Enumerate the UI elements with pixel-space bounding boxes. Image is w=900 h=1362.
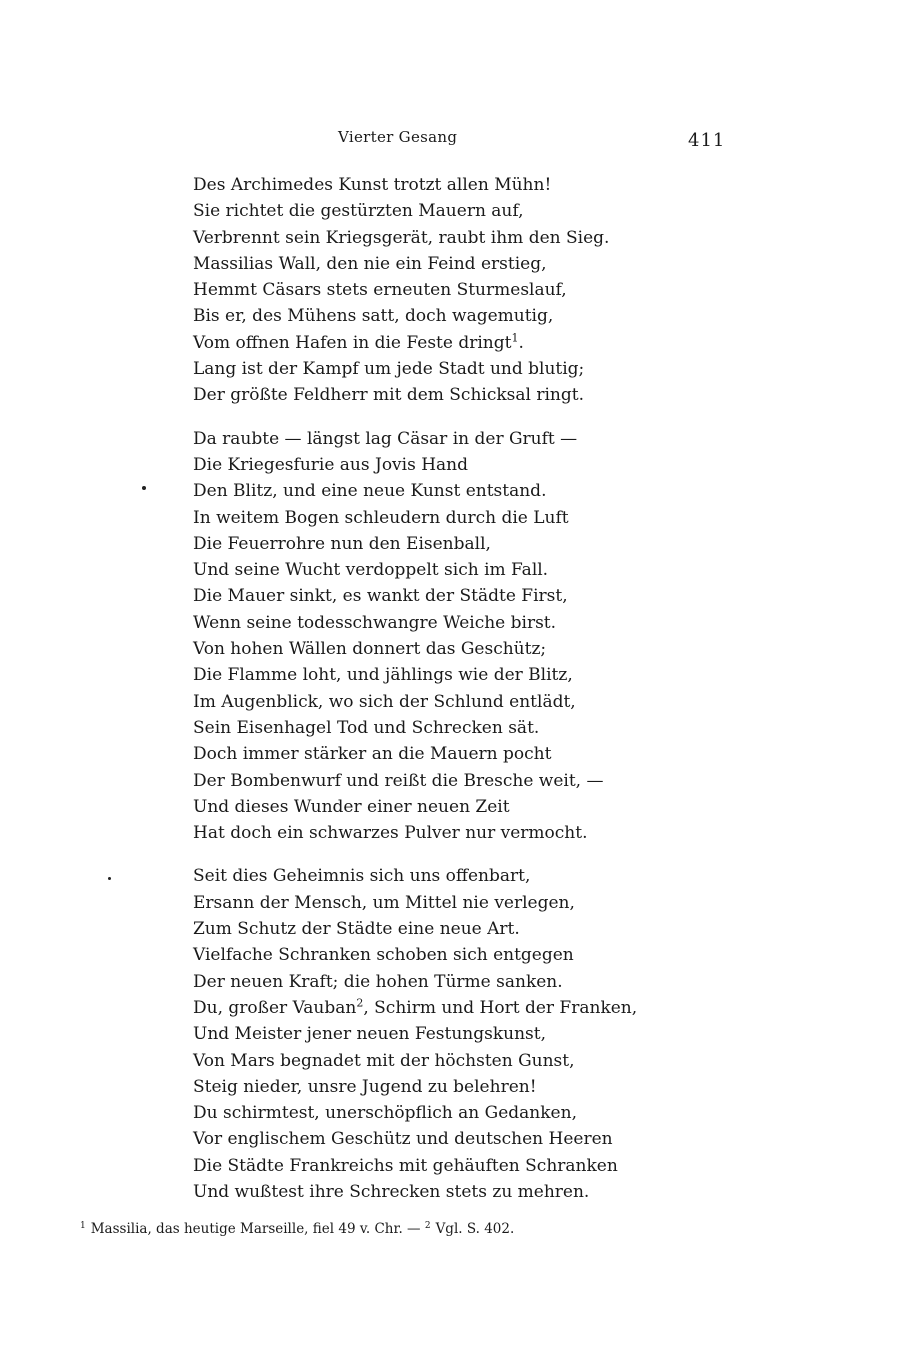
page-number: 411 bbox=[688, 130, 726, 151]
verse-line: Und dieses Wunder einer neuen Zeit bbox=[193, 796, 510, 817]
stanza-3 bbox=[193, 863, 638, 1205]
verse-line: Die Mauer sinkt, es wankt der Städte First, bbox=[193, 586, 568, 607]
verse-line: Der neuen Kraft; die hohen Türme sanken. bbox=[193, 971, 563, 992]
poem bbox=[193, 172, 638, 1222]
verse-line: Der Bombenwurf und reißt die Bresche weit, — bbox=[193, 770, 604, 791]
verse-text: Vom offnen Hafen in die Feste dringt bbox=[193, 332, 512, 353]
footnote-mark-1: 1 bbox=[80, 1220, 86, 1231]
verse-line: Ersann der Mensch, um Mittel nie verlegen, bbox=[193, 892, 575, 913]
verse-line: Steig nieder, unsre Jugend zu belehren! bbox=[193, 1076, 537, 1097]
verse-line: Und Meister jener neuen Festungskunst, bbox=[193, 1024, 546, 1045]
footnote-ref-1: 1 bbox=[511, 331, 519, 345]
footnote-mark-2: 2 bbox=[424, 1220, 431, 1231]
verse-line: Doch immer stärker an die Mauern pocht bbox=[193, 744, 552, 765]
verse-line: Die Feuerrohre nun den Eisenball, bbox=[193, 533, 491, 554]
verse-line: In weitem Bogen schleudern durch die Luft bbox=[193, 507, 569, 528]
verse-line: Von hohen Wällen donnert das Geschütz; bbox=[193, 639, 547, 660]
verse-line: Die Kriegesfurie aus Jovis Hand bbox=[193, 454, 469, 475]
stanza-1 bbox=[193, 172, 633, 409]
verse-line: Den Blitz, und eine neue Kunst entstand. bbox=[193, 481, 547, 502]
footnotes bbox=[80, 1221, 514, 1237]
verse-line: Und wußtest ihre Schrecken stets zu mehren. bbox=[193, 1181, 590, 1202]
verse-line: Der größte Feldherr mit dem Schicksal ringt. bbox=[193, 385, 584, 406]
stanza-2 bbox=[193, 426, 633, 847]
verse-line: Und seine Wucht verdoppelt sich im Fall. bbox=[193, 560, 549, 581]
footnote-ref-2: 2 bbox=[356, 996, 364, 1010]
verse-line: Massilias Wall, den nie ein Feind erstieg, bbox=[193, 253, 547, 274]
verse-tail: . bbox=[518, 332, 524, 353]
verse-line: Die Flamme loht, und jählings wie der Blitz, bbox=[193, 665, 573, 686]
running-head: Vierter Gesang bbox=[338, 128, 458, 146]
verse-line: Die Städte Frankreichs mit gehäuften Schranken bbox=[193, 1155, 618, 1176]
verse-line: Wenn seine todesschwangre Weiche birst. bbox=[193, 612, 557, 633]
verse-line-with-footnote bbox=[193, 330, 633, 356]
verse-line: Im Augenblick, wo sich der Schlund entlädt, bbox=[193, 691, 576, 712]
scan-speck bbox=[108, 877, 111, 880]
verse-line: Vielfache Schranken schoben sich entgegen bbox=[193, 945, 574, 966]
verse-text: Du, großer Vauban bbox=[193, 997, 357, 1018]
verse-line: Sein Eisenhagel Tod und Schrecken sät. bbox=[193, 717, 540, 738]
verse-line: Seit dies Geheimnis sich uns offenbart, bbox=[193, 866, 531, 887]
verse-line: Hat doch ein schwarzes Pulver nur vermocht. bbox=[193, 823, 588, 844]
footnote-text-2: Vgl. S. 402. bbox=[435, 1221, 515, 1237]
verse-line: Vor englischem Geschütz und deutschen Heeren bbox=[193, 1129, 613, 1150]
verse-line: Hemmt Cäsars stets erneuten Sturmeslauf, bbox=[193, 280, 567, 301]
footnote-text-1: Massilia, das heutige Marseille, fiel 49 v. Chr. — bbox=[90, 1221, 421, 1237]
verse-line: Da raubte — längst lag Cäsar in der Gruft — bbox=[193, 428, 578, 449]
verse-line: Du schirmtest, unerschöpflich an Gedanken, bbox=[193, 1103, 577, 1124]
verse-line: Des Archimedes Kunst trotzt allen Mühn! bbox=[193, 175, 552, 195]
verse-line: Von Mars begnadet mit der höchsten Gunst, bbox=[193, 1050, 575, 1071]
verse-line: Verbrennt sein Kriegsgerät, raubt ihm den Sieg. bbox=[193, 227, 610, 248]
scan-speck bbox=[142, 486, 146, 490]
verse-line: Zum Schutz der Städte eine neue Art. bbox=[193, 919, 520, 940]
verse-tail: , Schirm und Hort der Franken, bbox=[363, 997, 638, 1018]
verse-line-with-footnote bbox=[193, 995, 638, 1021]
verse-line: Sie richtet die gestürzten Mauern auf, bbox=[193, 201, 524, 222]
verse-line: Bis er, des Mühens satt, doch wagemutig, bbox=[193, 306, 554, 327]
verse-line: Lang ist der Kampf um jede Stadt und blutig; bbox=[193, 359, 585, 380]
